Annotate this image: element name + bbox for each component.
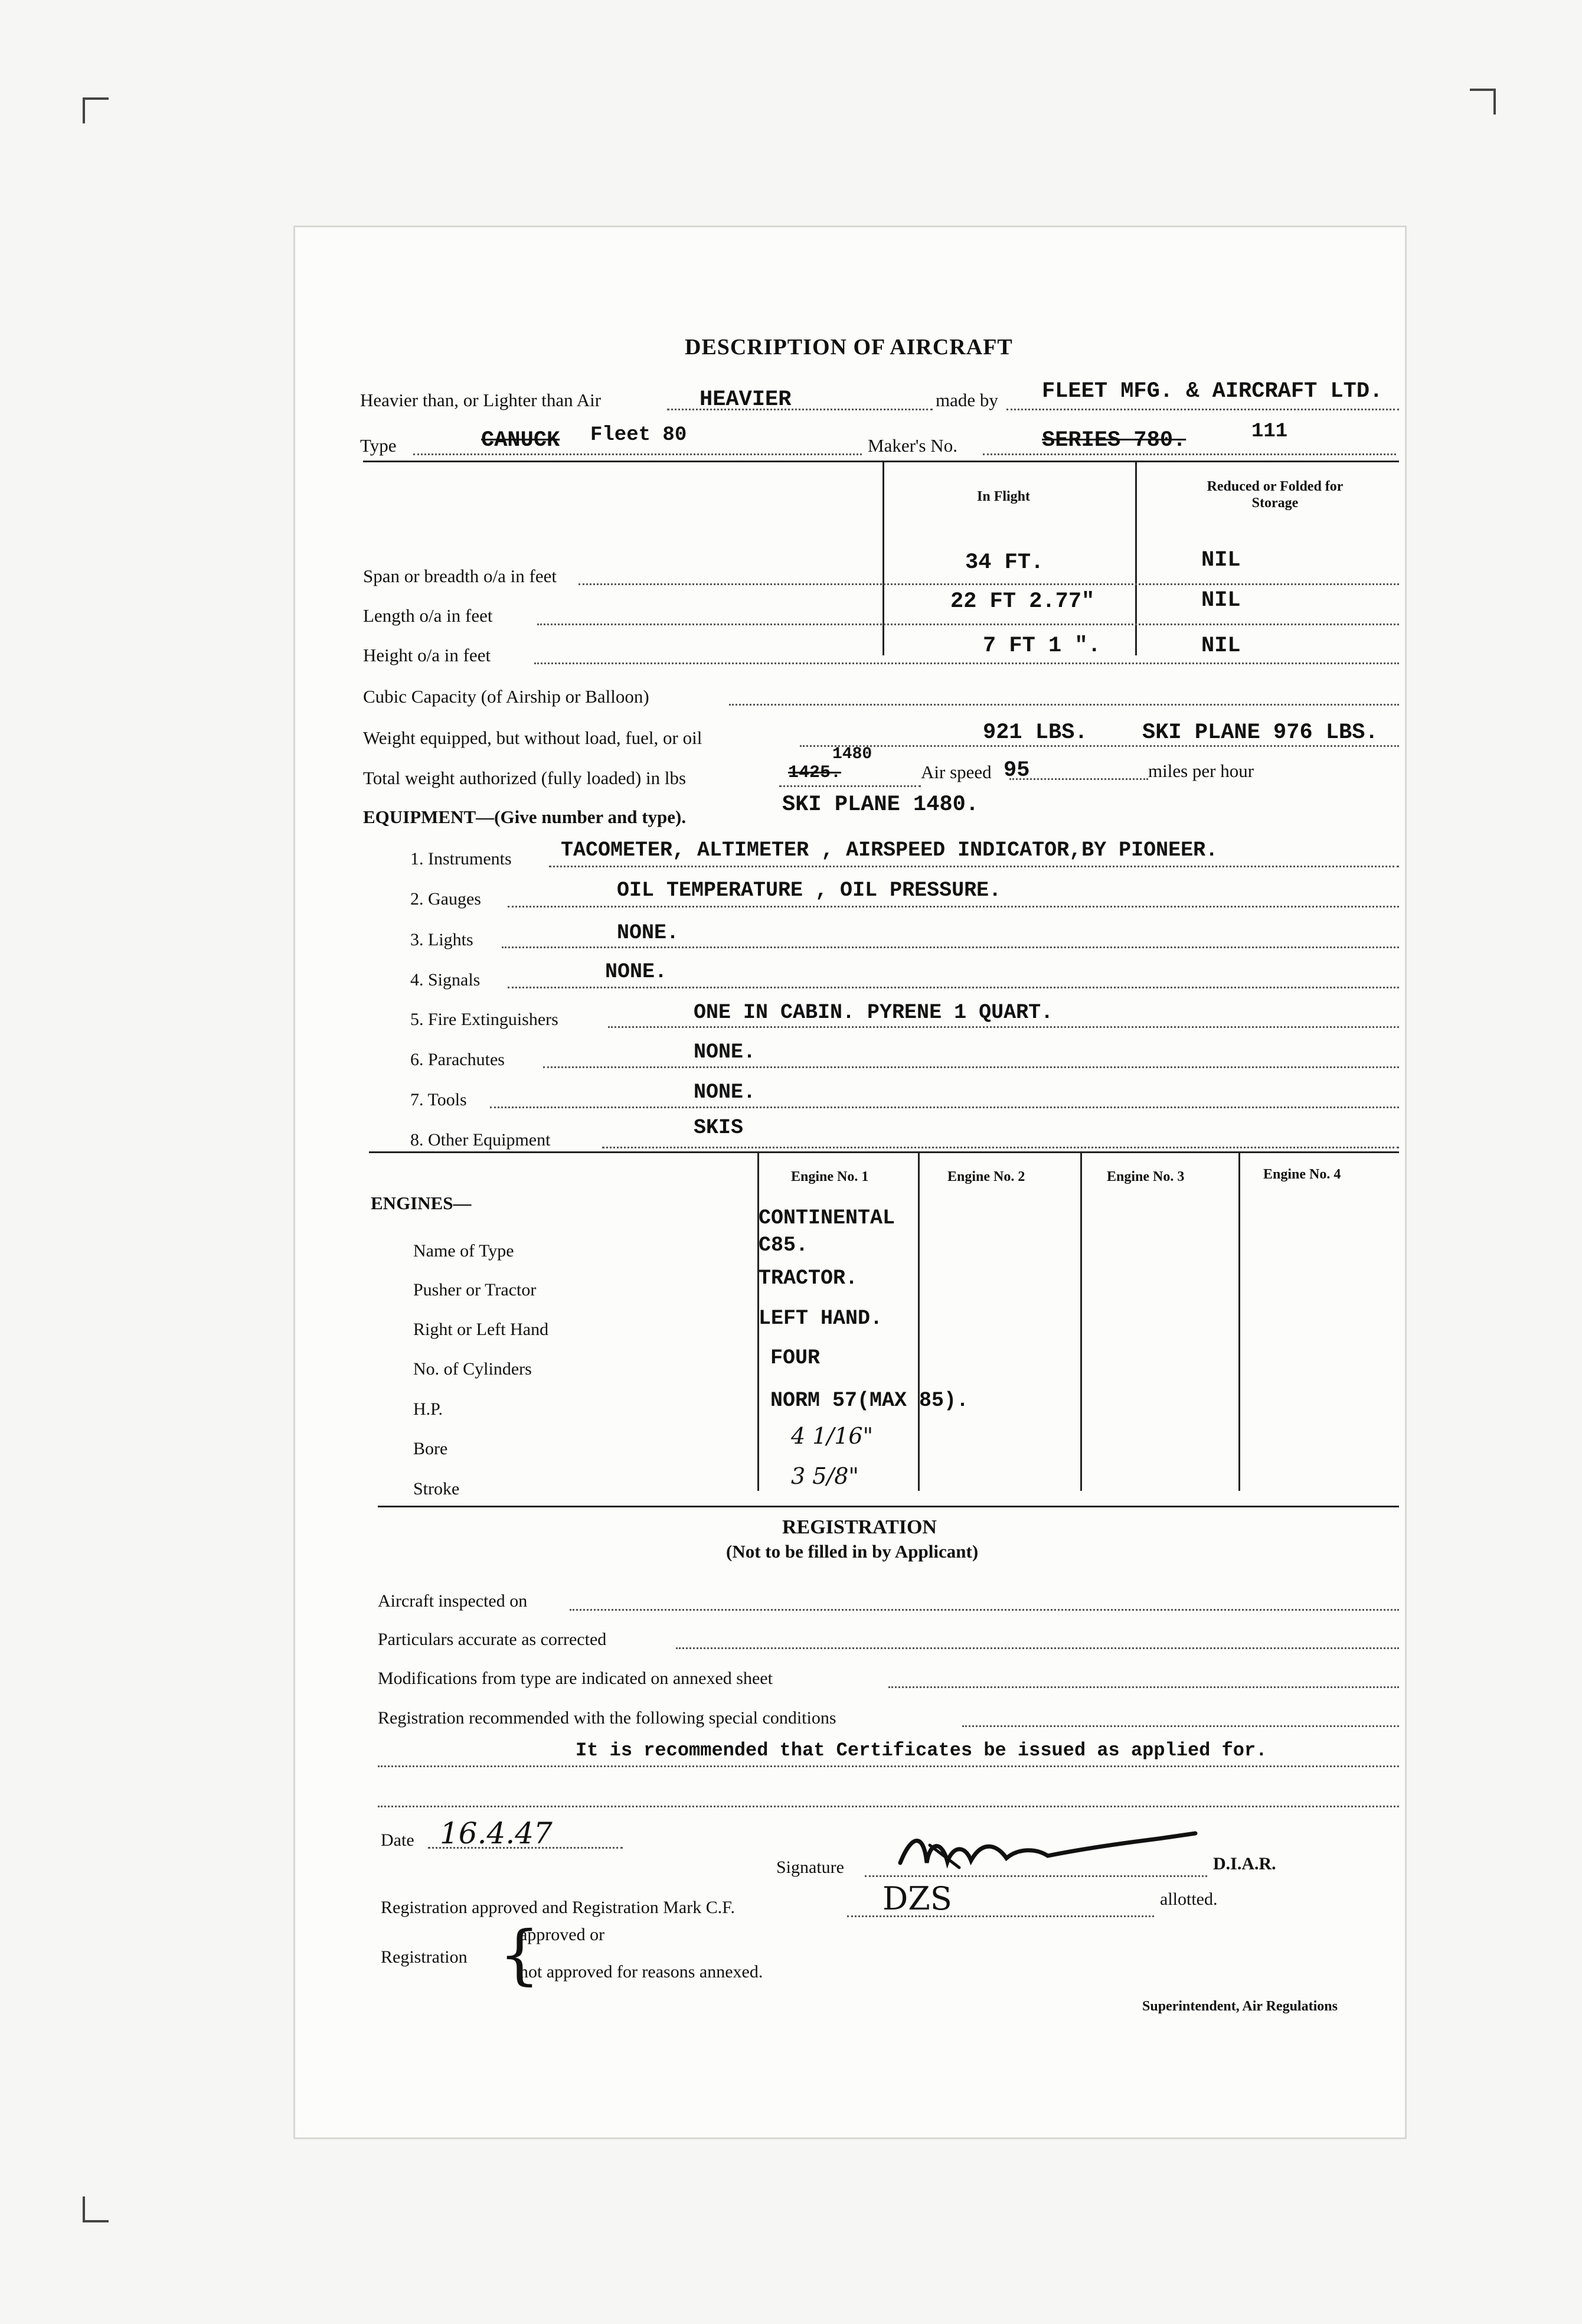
mark-value: DZS — [882, 1880, 952, 1917]
equip-dots-4 — [508, 987, 1399, 988]
height-label: Height o/a in feet — [363, 645, 491, 665]
crop-mark-top-left — [83, 97, 109, 123]
airspeed-label: Air speed — [921, 762, 992, 782]
equip-label-5: 5. Fire Extinguishers — [410, 1010, 558, 1029]
weight-value: 921 LBS. — [983, 720, 1088, 745]
airspeed-dots — [1009, 778, 1148, 780]
equip-dots-5 — [608, 1026, 1399, 1028]
length-flight-value: 22 FT 2.77" — [950, 589, 1095, 614]
type-struck-value: CANUCK — [481, 428, 560, 453]
signature-scrawl — [894, 1822, 1201, 1886]
col-reduced: Reduced or Folded for Storage — [1207, 479, 1344, 511]
made-by-value: FLEET MFG. & AIRCRAFT LTD. — [1042, 379, 1383, 404]
equip-dots-2 — [508, 906, 1399, 908]
type-dots — [413, 453, 862, 455]
airspeed-value: 95 — [1004, 758, 1030, 783]
length-dots — [537, 624, 1399, 625]
total-weight-struck: 1425. — [788, 763, 842, 783]
inspected-dots — [570, 1609, 1399, 1611]
total-weight-label: Total weight authorized (fully loaded) in lbs — [363, 768, 687, 788]
engine-col-1: Engine No. 1 — [791, 1169, 869, 1184]
engine-col-3: Engine No. 3 — [1107, 1169, 1185, 1184]
equip-label-7: 7. Tools — [410, 1090, 467, 1109]
allotted-label: allotted. — [1160, 1889, 1218, 1909]
registration-label: Registration — [381, 1947, 468, 1967]
condition-line-1 — [378, 1765, 1399, 1767]
length-label: Length o/a in feet — [363, 605, 493, 626]
equip-dots-3 — [502, 946, 1399, 948]
made-by-dots — [1006, 409, 1399, 410]
dims-col-divider-1 — [882, 461, 884, 655]
total-weight-value: 1480 — [832, 745, 872, 763]
engine-row-value-1: CONTINENTAL C85. — [759, 1206, 895, 1257]
registration-heading: REGISTRATION — [782, 1516, 937, 1538]
span-flight-value: 34 FT. — [965, 550, 1044, 575]
equip-label-2: 2. Gauges — [410, 889, 481, 909]
weight-ski-value: SKI PLANE 976 LBS. — [1142, 720, 1378, 745]
date-label: Date — [381, 1830, 414, 1850]
equipment-heading: EQUIPMENT—(Give number and type). — [363, 807, 687, 827]
mph-label: miles per hour — [1148, 760, 1254, 781]
makers-no-dots — [983, 453, 1396, 455]
equip-label-6: 6. Parachutes — [410, 1050, 505, 1069]
engines-top-rule — [369, 1151, 1399, 1153]
modifications-dots — [888, 1686, 1399, 1688]
engine-col-2: Engine No. 2 — [947, 1169, 1025, 1184]
signature-title: D.I.A.R. — [1213, 1854, 1276, 1873]
equip-dots-6 — [543, 1066, 1399, 1068]
total-weight-dots — [779, 785, 921, 787]
heavier-label: Heavier than, or Lighter than Air — [360, 390, 602, 410]
inspected-label: Aircraft inspected on — [378, 1591, 528, 1611]
crop-mark-bottom-left — [83, 2196, 109, 2222]
equip-value-3: NONE. — [617, 921, 679, 945]
not-approved-label: not approved for reasons annexed. — [519, 1962, 763, 1982]
engine-col-divider-3 — [1080, 1151, 1082, 1491]
length-storage-value: NIL — [1201, 588, 1241, 613]
col-in-flight: In Flight — [977, 489, 1031, 504]
equip-value-6: NONE. — [694, 1040, 756, 1064]
engines-bottom-rule — [378, 1506, 1399, 1507]
approved-mark-label: Registration approved and Registration Mark C.F. — [381, 1898, 735, 1917]
equip-value-2: OIL TEMPERATURE , OIL PRESSURE. — [617, 879, 1002, 902]
equip-value-1: TACOMETER, ALTIMETER , AIRSPEED INDICATOR,BY PIONEER. — [561, 838, 1218, 862]
span-storage-value: NIL — [1201, 548, 1241, 573]
height-storage-value: NIL — [1201, 634, 1241, 658]
type-value: Fleet 80 — [590, 424, 687, 446]
modifications-label: Modifications from type are indicated on annexed sheet — [378, 1669, 773, 1688]
ski-plane-value: SKI PLANE 1480. — [782, 792, 979, 817]
equip-value-4: NONE. — [605, 960, 668, 984]
weight-dots — [800, 745, 1399, 747]
type-label: Type — [360, 435, 397, 456]
height-flight-value: 7 FT 1 ". — [983, 634, 1101, 658]
equip-dots-7 — [490, 1106, 1399, 1108]
engine-row-value-5: NORM 57(MAX 85). — [770, 1389, 969, 1412]
engine-row-label-6: Bore — [413, 1439, 448, 1458]
recommendation-text: It is recommended that Certificates be issued as applied for. — [576, 1739, 1267, 1761]
span-label: Span or breadth o/a in feet — [363, 566, 557, 586]
engine-row-value-7: 3 5/8" — [791, 1463, 859, 1489]
weight-label: Weight equipped, but without load, fuel, or oil — [363, 727, 702, 748]
dims-top-rule — [363, 461, 1399, 462]
engine-col-4: Engine No. 4 — [1263, 1167, 1341, 1182]
engine-row-value-6: 4 1/16" — [791, 1423, 874, 1449]
equip-dots-1 — [549, 866, 1399, 867]
equip-label-1: 1. Instruments — [410, 849, 512, 869]
makers-no-value: 111 — [1251, 420, 1288, 443]
equip-value-5: ONE IN CABIN. PYRENE 1 QUART. — [694, 1001, 1054, 1024]
engine-row-label-7: Stroke — [413, 1479, 460, 1499]
equip-value-7: NONE. — [694, 1081, 756, 1104]
registration-subheading: (Not to be filled in by Applicant) — [726, 1541, 979, 1562]
span-dots — [578, 583, 1399, 585]
made-by-label: made by — [936, 390, 998, 410]
engine-col-divider-2 — [918, 1151, 920, 1491]
engine-row-value-2: TRACTOR. — [759, 1267, 858, 1290]
recommended-label: Registration recommended with the following special conditions — [378, 1708, 836, 1728]
superintendent-label: Superintendent, Air Regulations — [1142, 1999, 1338, 2014]
particulars-label: Particulars accurate as corrected — [378, 1630, 607, 1649]
engine-col-divider-4 — [1238, 1151, 1240, 1491]
engine-row-label-3: Right or Left Hand — [413, 1320, 549, 1339]
recommended-dots — [962, 1725, 1399, 1727]
approved-or-label: approved or — [519, 1925, 605, 1944]
particulars-dots — [676, 1647, 1399, 1649]
form-title: DESCRIPTION OF AIRCRAFT — [685, 335, 1013, 360]
engines-heading: ENGINES— — [371, 1193, 472, 1213]
cubic-dots — [729, 704, 1399, 706]
cubic-label: Cubic Capacity (of Airship or Balloon) — [363, 686, 649, 707]
engine-row-label-5: H.P. — [413, 1399, 443, 1419]
engine-row-value-4: FOUR — [770, 1346, 821, 1370]
equip-label-4: 4. Signals — [410, 970, 481, 990]
equip-label-3: 3. Lights — [410, 930, 473, 949]
dims-col-divider-2 — [1135, 461, 1137, 655]
date-value: 16.4.47 — [440, 1816, 553, 1850]
equip-value-8: SKIS — [694, 1116, 744, 1140]
equip-label-8: 8. Other Equipment — [410, 1130, 551, 1150]
engine-row-label-4: No. of Cylinders — [413, 1359, 532, 1379]
engine-row-label-1: Name of Type — [413, 1241, 514, 1261]
engine-row-value-3: LEFT HAND. — [759, 1307, 883, 1330]
condition-line-2 — [378, 1806, 1399, 1807]
registration-brace: { — [499, 1917, 540, 1992]
equip-dots-8 — [602, 1147, 1399, 1148]
makers-no-label: Maker's No. — [868, 435, 957, 456]
makers-no-struck: SERIES 780. — [1042, 428, 1186, 453]
crop-mark-top-right — [1470, 89, 1496, 115]
signature-label: Signature — [776, 1858, 844, 1877]
engine-row-label-2: Pusher or Tractor — [413, 1280, 537, 1300]
heavier-value: HEAVIER — [700, 387, 792, 412]
height-dots — [534, 662, 1399, 664]
